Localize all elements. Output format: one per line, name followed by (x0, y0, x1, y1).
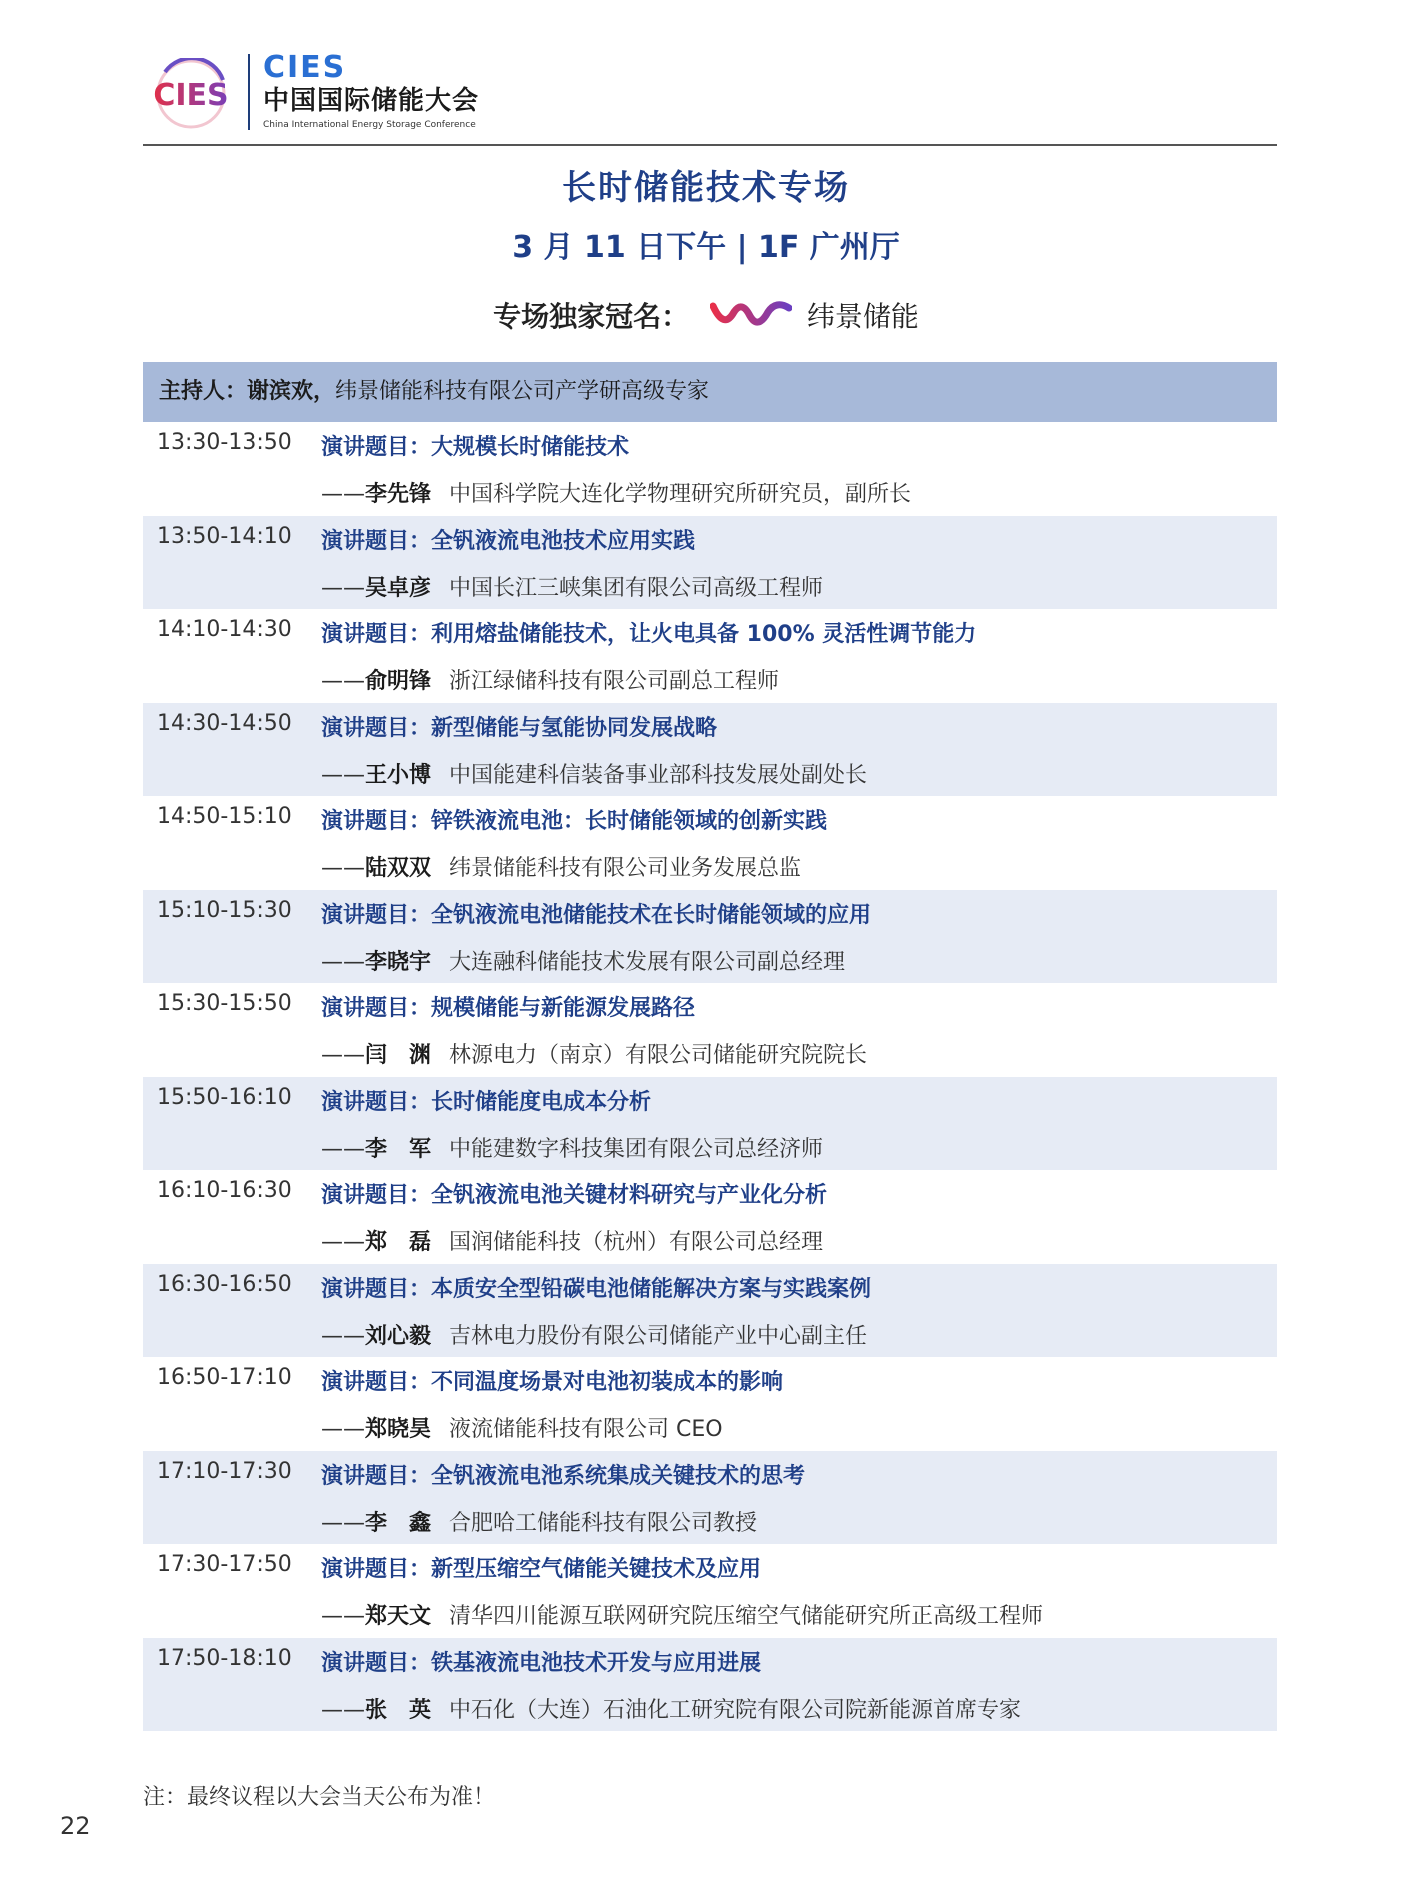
session-time: 14:10-14:30 (157, 617, 292, 642)
cies-logo-icon (143, 58, 239, 130)
speaker-name: 陆双双 (365, 856, 432, 881)
schedule-table (143, 422, 1277, 1731)
host-label: 主持人：谢滨欢， (159, 379, 336, 404)
speaker-line (321, 1506, 757, 1537)
host-description: 纬景储能科技有限公司产学研高级专家 (335, 379, 710, 404)
session-time: 16:50-17:10 (157, 1365, 292, 1390)
page-number: 22 (60, 1812, 91, 1840)
speaker-dash: —— (321, 669, 365, 694)
speaker-line (321, 571, 823, 602)
speaker-line (321, 1693, 1021, 1724)
speaker-organization: 国润储能科技（杭州）有限公司总经理 (449, 1230, 824, 1255)
speaker-name: 吴卓彦 (365, 575, 432, 601)
session-topic: 演讲题目：规模储能与新能源发展路径 (321, 996, 696, 1021)
speaker-line (321, 945, 845, 976)
speaker-organization: 大连融科储能技术发展有限公司副总经理 (449, 949, 846, 975)
speaker-name: 郑 磊 (365, 1230, 432, 1255)
speaker-organization: 液流储能科技有限公司 CEO (449, 1417, 723, 1442)
conference-name-en: China International Energy Storage Conference (263, 120, 476, 130)
host-bar (143, 362, 1277, 422)
schedule-row (143, 1638, 1277, 1732)
speaker-dash: —— (321, 1417, 365, 1442)
session-time: 17:10-17:30 (157, 1458, 292, 1484)
speaker-dash: —— (321, 1697, 365, 1723)
speaker-organization: 纬景储能科技有限公司业务发展总监 (449, 856, 802, 881)
speaker-name: 李晓宇 (365, 949, 432, 975)
session-time: 13:30-13:50 (157, 430, 292, 455)
session-time-location: 3 月 11 日下午 | 1F 广州厅 (512, 230, 900, 265)
schedule-row (143, 890, 1277, 984)
speaker-dash: —— (321, 1230, 365, 1255)
session-topic: 演讲题目：长时储能度电成本分析 (321, 1089, 652, 1115)
schedule-row (143, 983, 1277, 1077)
speaker-name: 李 鑫 (365, 1510, 432, 1536)
sponsor-label: 专场独家冠名： (493, 300, 690, 333)
speaker-dash: —— (321, 1604, 365, 1629)
speaker-line (321, 851, 801, 882)
speaker-name: 闫 渊 (365, 1043, 432, 1068)
speaker-line (321, 1225, 823, 1256)
speaker-line (321, 664, 779, 695)
speaker-name: 王小博 (365, 762, 432, 788)
speaker-line (321, 1599, 1043, 1630)
session-topic: 演讲题目：锌铁液流电池：长时储能领域的创新实践 (321, 809, 828, 834)
speaker-organization: 中国能建科信装备事业部科技发展处副处长 (449, 762, 868, 788)
session-time: 17:30-17:50 (157, 1552, 292, 1577)
speaker-organization: 中石化（大连）石油化工研究院有限公司院新能源首席专家 (449, 1697, 1022, 1723)
speaker-organization: 吉林电力股份有限公司储能产业中心副主任 (449, 1323, 868, 1349)
logo-abbreviation: CIES (263, 50, 347, 85)
sponsor-logo-icon (710, 300, 792, 330)
schedule-row (143, 703, 1277, 797)
sponsor-name: 纬景储能 (806, 300, 919, 333)
speaker-organization: 中能建数字科技集团有限公司总经济师 (449, 1136, 824, 1162)
session-topic: 演讲题目：全钒液流电池系统集成关键技术的思考 (321, 1463, 806, 1489)
schedule-row (143, 1170, 1277, 1264)
speaker-dash: —— (321, 1323, 365, 1349)
svg-text:CIES: CIES (153, 78, 229, 113)
session-topic: 演讲题目：大规模长时储能技术 (321, 435, 630, 460)
session-time: 17:50-18:10 (157, 1645, 292, 1671)
session-topic: 演讲题目：全钒液流电池储能技术在长时储能领域的应用 (321, 902, 872, 928)
speaker-dash: —— (321, 1043, 365, 1068)
session-time: 14:30-14:50 (157, 710, 292, 736)
speaker-dash: —— (321, 949, 365, 975)
speaker-line (321, 1412, 723, 1443)
session-topic: 演讲题目：铁基液流电池技术开发与应用进展 (321, 1650, 762, 1676)
speaker-name: 张 英 (365, 1697, 432, 1723)
session-topic: 演讲题目：新型压缩空气储能关键技术及应用 (321, 1557, 762, 1582)
speaker-name: 俞明锋 (365, 669, 432, 694)
schedule-row (143, 1357, 1277, 1451)
session-time: 15:50-16:10 (157, 1084, 292, 1110)
speaker-name: 李 军 (365, 1136, 432, 1162)
conference-name-cn: 中国国际储能大会 (263, 86, 480, 116)
speaker-organization: 林源电力（南京）有限公司储能研究院院长 (449, 1043, 868, 1068)
session-topic: 演讲题目：新型储能与氢能协同发展战略 (321, 715, 718, 741)
session-time: 15:10-15:30 (157, 897, 292, 923)
speaker-name: 郑天文 (365, 1604, 432, 1629)
speaker-name: 刘心毅 (365, 1323, 432, 1349)
schedule-row (143, 1264, 1277, 1358)
session-time: 13:50-14:10 (157, 523, 292, 549)
speaker-name: 李先锋 (365, 482, 432, 507)
page-title: 长时储能技术专场 (562, 168, 850, 208)
speaker-dash: —— (321, 482, 365, 507)
session-topic: 演讲题目：全钒液流电池关键材料研究与产业化分析 (321, 1183, 828, 1208)
session-topic: 演讲题目：不同温度场景对电池初装成本的影响 (321, 1370, 784, 1395)
session-time: 15:30-15:50 (157, 991, 292, 1016)
schedule-row (143, 609, 1277, 703)
speaker-line (321, 1038, 867, 1069)
schedule-row (143, 796, 1277, 890)
speaker-dash: —— (321, 762, 365, 788)
speaker-dash: —— (321, 575, 365, 601)
speaker-organization: 浙江绿储科技有限公司副总工程师 (449, 669, 780, 694)
speaker-organization: 合肥哈工储能科技有限公司教授 (449, 1510, 758, 1536)
speaker-line (321, 1319, 867, 1350)
speaker-dash: —— (321, 856, 365, 881)
session-time: 14:50-15:10 (157, 804, 292, 829)
schedule-row (143, 1451, 1277, 1545)
speaker-line (321, 758, 867, 789)
footnote: 注：最终议程以大会当天公布为准！ (143, 1785, 496, 1810)
speaker-organization: 清华四川能源互联网研究院压缩空气储能研究所正高级工程师 (449, 1604, 1044, 1629)
session-topic: 演讲题目：利用熔盐储能技术，让火电具备 100% 灵活性调节能力 (321, 622, 977, 647)
schedule-row (143, 516, 1277, 610)
speaker-dash: —— (321, 1136, 365, 1162)
sponsor-line (0, 295, 1412, 335)
session-time: 16:30-16:50 (157, 1271, 292, 1297)
speaker-organization: 中国科学院大连化学物理研究所研究员，副所长 (449, 482, 912, 507)
logo-separator (248, 54, 250, 130)
session-topic: 演讲题目：本质安全型铅碳电池储能解决方案与实践案例 (321, 1276, 872, 1302)
logo-text-block (263, 52, 479, 132)
speaker-dash: —— (321, 1510, 365, 1536)
session-time: 16:10-16:30 (157, 1178, 292, 1203)
schedule-row (143, 1544, 1277, 1638)
session-topic: 演讲题目：全钒液流电池技术应用实践 (321, 528, 696, 554)
schedule-row (143, 422, 1277, 516)
schedule-row (143, 1077, 1277, 1171)
speaker-line (321, 477, 911, 508)
speaker-line (321, 1132, 823, 1163)
page-header (143, 52, 1277, 146)
speaker-organization: 中国长江三峡集团有限公司高级工程师 (449, 575, 824, 601)
speaker-name: 郑晓昊 (365, 1417, 432, 1442)
